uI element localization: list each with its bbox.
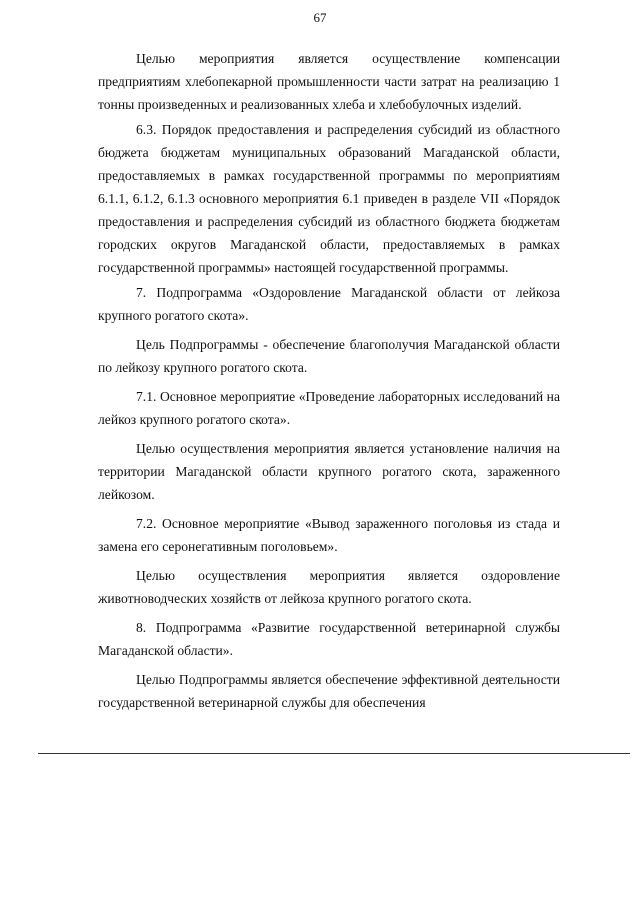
page-number: 67 bbox=[313, 10, 327, 25]
paragraph-measure-7-2-goal: Целью осуществления мероприятия является оздоровление животноводческих хозяйств от лейкоза крупного рогатого скота. bbox=[98, 568, 560, 606]
paragraph-subprogram-8-title: 8. Подпрограмма «Развитие государственной ветеринарной службы Магаданской области». bbox=[98, 620, 560, 658]
paragraph-subsidy-procedure: 6.3. Порядок предоставления и распределения субсидий из областного бюджета бюджетам муниципальных образований Магаданской области, предоставляемых в рамках государственной программы по мероприятиям 6.1.1, 6.1.2, 6.1.3 основного мероприятия 6.1 приведен в разделе VII «Порядок предоставления и распределения субсидий из областного бюджета бюджетам городских округов Магаданской области, предоставляемых в рамках государственной программы» настоящей государственной программы. bbox=[98, 122, 560, 275]
paragraph-subprogram-7-title: 7. Подпрограмма «Оздоровление Магаданской области от лейкоза крупного рогатого скота». bbox=[98, 285, 560, 323]
paragraph-bakery-compensation-goal: Целью мероприятия является осуществление компенсации предприятиям хлебопекарной промышленности части затрат на реализацию 1 тонны произведенных и реализованных хлеба и хлебобулочных изделий. bbox=[98, 51, 560, 112]
paragraph-measure-7-2: 7.2. Основное мероприятие «Вывод зараженного поголовья из стада и замена его серонегативным поголовьем». bbox=[98, 516, 560, 554]
page-bottom-divider bbox=[38, 753, 630, 754]
paragraph-subprogram-7-goal: Цель Подпрограммы - обеспечение благополучия Магаданской области по лейкозу крупного рогатого скота. bbox=[98, 337, 560, 375]
paragraph-measure-7-1: 7.1. Основное мероприятие «Проведение лабораторных исследований на лейкоз крупного рогатого скота». bbox=[98, 389, 560, 427]
paragraph-measure-7-1-goal: Целью осуществления мероприятия является установление наличия на территории Магаданской области крупного рогатого скота, зараженного лейкозом. bbox=[98, 441, 560, 502]
document-body bbox=[98, 47, 560, 714]
paragraph-subprogram-8-goal: Целью Подпрограммы является обеспечение эффективной деятельности государственной ветеринарной службы для обеспечения bbox=[98, 672, 560, 710]
